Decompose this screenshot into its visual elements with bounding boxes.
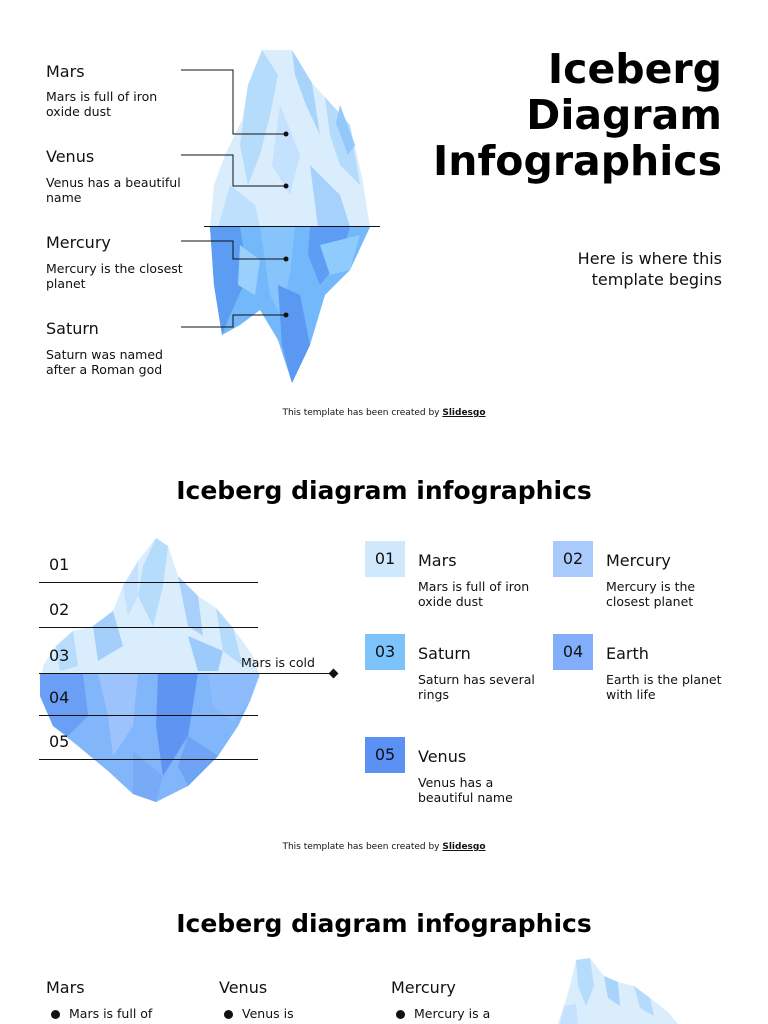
- item-venus-desc: Venus has a beautiful name: [418, 775, 513, 805]
- level-01: 01: [49, 555, 70, 574]
- credit-2: [0, 842, 768, 852]
- col-mars-bullet: Mars is full of: [69, 1006, 153, 1021]
- item-mercury-title: Mercury: [606, 551, 671, 570]
- credit-text: This template has been created by: [282, 408, 443, 418]
- col-venus-title: Venus: [219, 978, 268, 997]
- callout-dot: [329, 669, 339, 679]
- venus-label: Venus: [46, 147, 95, 166]
- level-line-2: [39, 627, 258, 628]
- callout-label: Mars is cold: [241, 655, 315, 670]
- item-earth-desc: Earth is the planet with life: [606, 672, 722, 702]
- item-earth-title: Earth: [606, 644, 649, 663]
- level-02: 02: [49, 600, 70, 619]
- badge-02: 02: [553, 541, 593, 577]
- mercury-label: Mercury: [46, 233, 111, 252]
- iceberg-illustration-3: [548, 956, 688, 1024]
- col-mercury-bullet: Mercury is a: [414, 1006, 491, 1021]
- slide-3-title: Iceberg diagram infographics: [176, 909, 592, 938]
- level-line-4: [39, 715, 258, 716]
- level-04: 04: [49, 688, 70, 707]
- badge-04: 04: [553, 634, 593, 670]
- level-line-5: [39, 759, 258, 760]
- page-title: Iceberg Diagram Infographics: [433, 45, 722, 185]
- level-line-3: [39, 673, 335, 674]
- item-mercury-desc: Mercury is the closest planet: [606, 579, 696, 609]
- iceberg-illustration-2: [38, 536, 263, 804]
- mars-label: Mars: [46, 62, 85, 81]
- page-subtitle: Here is where this template begins: [577, 249, 722, 289]
- badge-05: 05: [365, 737, 405, 773]
- connector-lines-1: [180, 60, 300, 340]
- col-mars-title: Mars: [46, 978, 85, 997]
- col-mercury-title: Mercury: [391, 978, 456, 997]
- level-05: 05: [49, 732, 70, 751]
- item-mars-title: Mars: [418, 551, 457, 570]
- credit-link[interactable]: Slidesgo: [442, 842, 486, 852]
- badge-03: 03: [365, 634, 405, 670]
- col-venus-bullet: Venus is: [242, 1006, 294, 1021]
- item-saturn-desc: Saturn has several rings: [418, 672, 535, 702]
- item-saturn-title: Saturn: [418, 644, 471, 663]
- mercury-desc: Mercury is the closest planet: [46, 261, 183, 291]
- slide-2-title: Iceberg diagram infographics: [176, 476, 592, 505]
- badge-01: 01: [365, 541, 405, 577]
- credit-text: This template has been created by: [282, 842, 443, 852]
- mars-desc: Mars is full of iron oxide dust: [46, 89, 158, 119]
- level-line-1: [39, 582, 258, 583]
- credit-1: [0, 408, 768, 418]
- saturn-label: Saturn: [46, 319, 99, 338]
- venus-desc: Venus has a beautiful name: [46, 175, 181, 205]
- level-03: 03: [49, 646, 70, 665]
- saturn-desc: Saturn was named after a Roman god: [46, 347, 163, 377]
- item-venus-title: Venus: [418, 747, 467, 766]
- item-mars-desc: Mars is full of iron oxide dust: [418, 579, 530, 609]
- credit-link[interactable]: Slidesgo: [442, 408, 486, 418]
